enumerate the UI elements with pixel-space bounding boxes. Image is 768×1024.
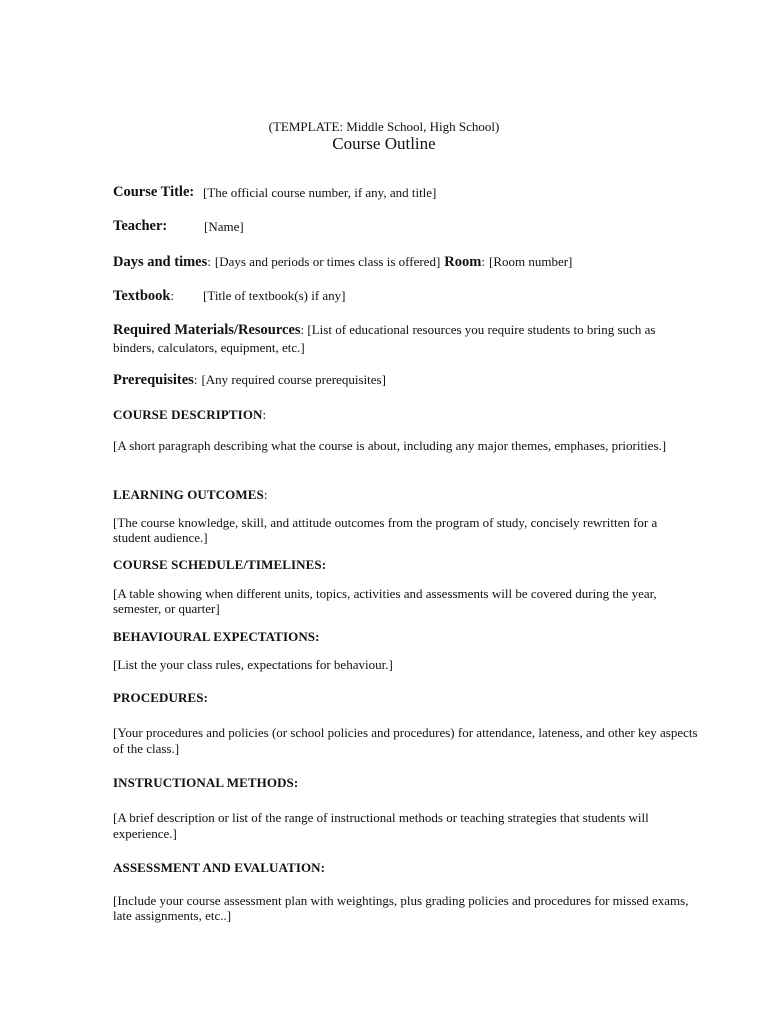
assessment-evaluation-heading: ASSESSMENT AND EVALUATION: — [113, 860, 326, 875]
prerequisites-row — [113, 371, 386, 389]
room-value: [Room number] — [488, 254, 573, 269]
page-title: Course Outline — [332, 134, 436, 153]
materials-colon: : — [300, 322, 305, 337]
learning-outcomes-colon: : — [263, 487, 268, 502]
days-times-value: [Days and periods or times class is offered] — [214, 254, 441, 269]
materials-paragraph — [113, 321, 698, 356]
course-title-value: [The official course number, if any, and title] — [203, 185, 437, 200]
course-description-heading-wrap — [113, 406, 266, 424]
learning-outcomes-heading-wrap — [113, 486, 267, 504]
materials-label: Required Materials/Resources — [113, 322, 301, 338]
instructional-methods-heading: INSTRUCTIONAL METHODS: — [113, 775, 299, 790]
room-label: Room — [444, 254, 482, 270]
course-description-heading: COURSE DESCRIPTION — [113, 407, 263, 422]
prerequisites-value: [Any required course prerequisites] — [201, 372, 386, 387]
prerequisites-colon: : — [193, 372, 198, 387]
behavioural-expectations-heading: BEHAVIOURAL EXPECTATIONS: — [113, 629, 320, 644]
instructional-methods-body: [A brief description or list of the range of instructional methods or teaching strategies that students will experience.] — [113, 810, 649, 841]
learning-outcomes-body: [The course knowledge, skill, and attitude outcomes from the program of study, concisely rewritten for a student audience.] — [113, 515, 658, 545]
behavioural-expectations-body: [List the your class rules, expectations for behaviour.] — [113, 657, 393, 672]
course-description-body: [A short paragraph describing what the course is about, including any major themes, emphases, priorities.] — [113, 438, 667, 453]
learning-outcomes-heading: LEARNING OUTCOMES — [113, 487, 264, 502]
template-subtitle: (TEMPLATE: Middle School, High School) — [268, 119, 500, 134]
course-schedule-body: [A table showing when different units, topics, activities and assessments will be covered during the year, semester, or quarter] — [113, 586, 657, 616]
days-times-colon: : — [207, 254, 211, 269]
textbook-value: [Title of textbook(s) if any] — [203, 288, 346, 303]
assessment-evaluation-body: [Include your course assessment plan with weightings, plus grading policies and procedures for missed exams, late assignments, etc..] — [113, 893, 689, 923]
course-schedule-heading: COURSE SCHEDULE/TIMELINES: — [113, 557, 327, 572]
days-times-label: Days and times — [113, 254, 208, 270]
materials-value: [List of educational resources you require students to bring such as binders, calculators, equipment, etc.] — [113, 322, 656, 355]
days-times-row — [113, 253, 572, 271]
room-colon: : — [481, 254, 485, 269]
prerequisites-label: Prerequisites — [113, 372, 194, 388]
textbook-label-wrap — [113, 287, 174, 305]
procedures-body: [Your procedures and policies (or school policies and procedures) for attendance, lateness, and other key aspects of the class.] — [113, 725, 698, 756]
textbook-colon: : — [170, 288, 175, 303]
procedures-heading: PROCEDURES: — [113, 690, 208, 705]
course-description-colon: : — [262, 407, 267, 422]
course-title-label: Course Title: — [113, 184, 195, 200]
teacher-value: [Name] — [204, 219, 244, 234]
textbook-label: Textbook — [113, 288, 171, 304]
teacher-label: Teacher: — [113, 218, 168, 234]
